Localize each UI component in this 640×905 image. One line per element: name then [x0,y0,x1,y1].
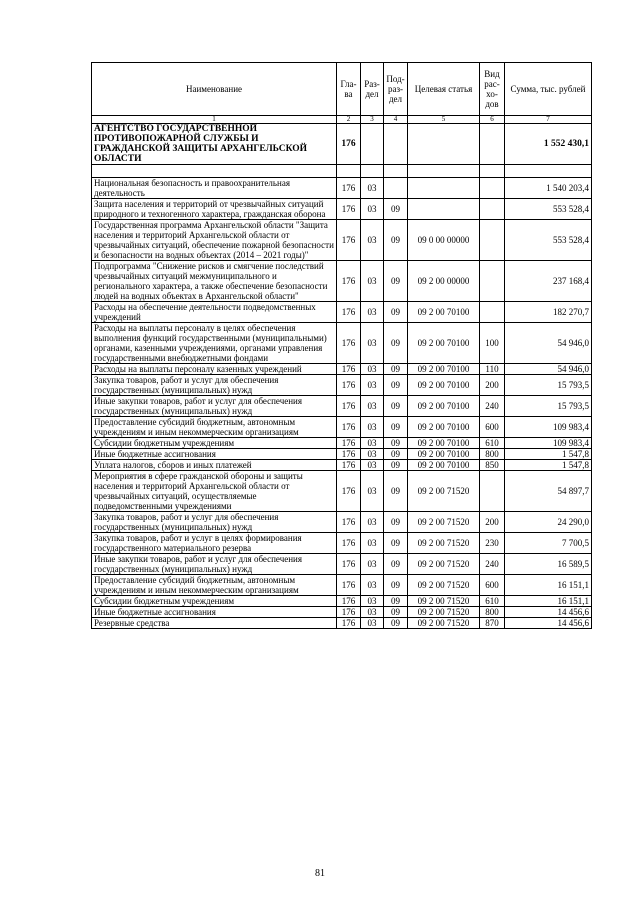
empty-cell [384,165,408,178]
budget-table [91,62,592,629]
row-sum: 553 528,4 [505,220,592,261]
row-target: 09 2 00 70100 [408,364,480,375]
row-target: 09 2 00 71520 [408,554,480,575]
row-chapter: 176 [337,471,361,512]
row-sum: 15 793,5 [505,396,592,417]
row-chapter: 176 [337,375,361,396]
row-target [408,199,480,220]
row-sum: 1 540 203,4 [505,178,592,199]
empty-cell [480,165,505,178]
row-expense-type: 850 [480,460,505,471]
row-section: 03 [361,471,384,512]
table-row [92,607,592,618]
agency-sum: 1 552 430,1 [505,124,592,165]
table-row [92,618,592,629]
row-name: Уплата налогов, сборов и иных платежей [92,460,337,471]
row-name: Национальная безопасность и правоохранительная деятельность [92,178,337,199]
row-name: Субсидии бюджетным учреждениям [92,596,337,607]
empty-cell [408,165,480,178]
row-section: 03 [361,178,384,199]
row-chapter: 176 [337,618,361,629]
row-section: 03 [361,323,384,364]
row-sum: 1 547,8 [505,449,592,460]
table-row [92,417,592,438]
row-chapter: 176 [337,261,361,302]
row-subsection: 09 [384,460,408,471]
row-target: 09 2 00 70100 [408,396,480,417]
table-row [92,261,592,302]
table-row [92,364,592,375]
row-subsection: 09 [384,417,408,438]
blank-row [92,165,592,178]
row-name: Защита населения и территорий от чрезвычайных ситуаций природного и техногенного характера, гражданская оборона [92,199,337,220]
row-name: Расходы на выплаты персоналу казенных учреждений [92,364,337,375]
table-row [92,199,592,220]
agency-chapter: 176 [337,124,361,165]
row-subsection: 09 [384,302,408,323]
header-sum: Сумма, тыс. рублей [505,63,592,116]
row-section: 03 [361,596,384,607]
row-section: 03 [361,533,384,554]
row-subsection: 09 [384,596,408,607]
row-chapter: 176 [337,607,361,618]
row-chapter: 176 [337,438,361,449]
row-section: 03 [361,460,384,471]
table-row [92,375,592,396]
row-name: Государственная программа Архангельской области "Защита населения и территорий Архангельской области от чрезвычайных ситуаций, обеспечение пожарной безопасности и безопасности на водных объектах (2014 – 2021 годы)" [92,220,337,261]
column-number: 7 [505,116,592,124]
row-target: 09 0 00 00000 [408,220,480,261]
row-sum: 182 270,7 [505,302,592,323]
row-target: 09 2 00 70100 [408,375,480,396]
row-target: 09 2 00 00000 [408,261,480,302]
empty-cell [92,165,337,178]
row-target: 09 2 00 71520 [408,618,480,629]
row-subsection: 09 [384,575,408,596]
row-name: Иные закупки товаров, работ и услуг для обеспечения государственных (муниципальных) нужд [92,554,337,575]
row-target: 09 2 00 70100 [408,438,480,449]
row-sum: 553 528,4 [505,199,592,220]
row-sum: 16 151,1 [505,575,592,596]
row-subsection [384,178,408,199]
empty-cell [384,124,408,165]
column-number: 1 [92,116,337,124]
row-expense-type [480,471,505,512]
row-name: Резервные средства [92,618,337,629]
row-section: 03 [361,396,384,417]
row-subsection: 09 [384,618,408,629]
row-section: 03 [361,261,384,302]
row-section: 03 [361,364,384,375]
row-section: 03 [361,417,384,438]
row-chapter: 176 [337,220,361,261]
header-chapter: Гла-ва [337,63,361,116]
row-expense-type: 610 [480,438,505,449]
table-row [92,302,592,323]
column-number: 4 [384,116,408,124]
row-chapter: 176 [337,178,361,199]
row-name: Иные бюджетные ассигнования [92,449,337,460]
row-section: 03 [361,607,384,618]
row-subsection: 09 [384,471,408,512]
row-subsection: 09 [384,364,408,375]
row-expense-type [480,302,505,323]
empty-cell [361,124,384,165]
row-subsection: 09 [384,375,408,396]
row-sum: 15 793,5 [505,375,592,396]
row-name: Мероприятия в сфере гражданской обороны и защиты населения и территорий Архангельской области от чрезвычайных ситуаций, осуществляемые подведомственными учреждениями [92,471,337,512]
row-expense-type: 870 [480,618,505,629]
page-number: 81 [315,868,325,879]
agency-row [92,124,592,165]
row-target: 09 2 00 70100 [408,460,480,471]
row-subsection: 09 [384,449,408,460]
row-name: Закупка товаров, работ и услуг в целях формирования государственного материального резерва [92,533,337,554]
header-name: Наименование [92,63,337,116]
row-chapter: 176 [337,460,361,471]
row-chapter: 176 [337,533,361,554]
row-chapter: 176 [337,575,361,596]
row-section: 03 [361,199,384,220]
row-target: 09 2 00 71520 [408,607,480,618]
column-number: 3 [361,116,384,124]
column-number: 6 [480,116,505,124]
table-row [92,438,592,449]
row-subsection: 09 [384,607,408,618]
empty-cell [361,165,384,178]
row-target: 09 2 00 71520 [408,575,480,596]
row-expense-type: 100 [480,323,505,364]
row-expense-type: 240 [480,396,505,417]
row-chapter: 176 [337,449,361,460]
row-target: 09 2 00 71520 [408,596,480,607]
column-number: 5 [408,116,480,124]
column-number-row [92,116,592,124]
row-target: 09 2 00 71520 [408,512,480,533]
row-name: Субсидии бюджетным учреждениям [92,438,337,449]
row-sum: 16 589,5 [505,554,592,575]
row-section: 03 [361,575,384,596]
row-sum: 54 946,0 [505,364,592,375]
row-expense-type: 800 [480,449,505,460]
row-chapter: 176 [337,302,361,323]
row-sum: 109 983,4 [505,438,592,449]
row-section: 03 [361,554,384,575]
row-expense-type: 610 [480,596,505,607]
column-number: 2 [337,116,361,124]
row-chapter: 176 [337,417,361,438]
row-chapter: 176 [337,596,361,607]
row-subsection: 09 [384,438,408,449]
table-row [92,220,592,261]
row-section: 03 [361,302,384,323]
row-sum: 54 946,0 [505,323,592,364]
row-subsection: 09 [384,261,408,302]
row-section: 03 [361,375,384,396]
row-expense-type [480,178,505,199]
header-section: Раз-дел [361,63,384,116]
row-target: 09 2 00 70100 [408,449,480,460]
row-name: Расходы на обеспечение деятельности подведомственных учреждений [92,302,337,323]
row-name: Закупка товаров, работ и услуг для обеспечения государственных (муниципальных) нужд [92,512,337,533]
row-section: 03 [361,220,384,261]
row-expense-type: 800 [480,607,505,618]
row-expense-type [480,199,505,220]
row-expense-type [480,220,505,261]
table-row [92,554,592,575]
empty-cell [337,165,361,178]
row-expense-type: 600 [480,417,505,438]
header-row [92,63,592,116]
row-expense-type: 200 [480,512,505,533]
row-chapter: 176 [337,364,361,375]
header-expense-type: Вид рас-хо-дов [480,63,505,116]
row-name: Подпрограмма "Снижение рисков и смягчение последствий чрезвычайных ситуаций межмуниципального и регионального характера, а также обеспечение безопасности людей на водных объектах в Архангельской области" [92,261,337,302]
row-chapter: 176 [337,199,361,220]
row-name: Иные закупки товаров, работ и услуг для обеспечения государственных (муниципальных) нужд [92,396,337,417]
table-row [92,460,592,471]
row-section: 03 [361,512,384,533]
row-target: 09 2 00 71520 [408,533,480,554]
row-subsection: 09 [384,199,408,220]
row-chapter: 176 [337,554,361,575]
row-subsection: 09 [384,323,408,364]
row-sum: 14 456,6 [505,618,592,629]
table-row [92,396,592,417]
row-subsection: 09 [384,396,408,417]
row-name: Закупка товаров, работ и услуг для обеспечения государственных (муниципальных) нужд [92,375,337,396]
agency-name: АГЕНТСТВО ГОСУДАРСТВЕННОЙ ПРОТИВОПОЖАРНОЙ СЛУЖБЫ И ГРАЖДАНСКОЙ ЗАЩИТЫ АРХАНГЕЛЬСКОЙ ОБЛАСТИ [92,124,337,165]
row-chapter: 176 [337,396,361,417]
row-name: Предоставление субсидий бюджетным, автономным учреждениям и иным некоммерческим организациям [92,417,337,438]
row-name: Иные бюджетные ассигнования [92,607,337,618]
row-sum: 237 168,4 [505,261,592,302]
empty-cell [505,165,592,178]
row-name: Предоставление субсидий бюджетным, автономным учреждениям и иным некоммерческим организациям [92,575,337,596]
row-target: 09 2 00 70100 [408,323,480,364]
row-target [408,178,480,199]
row-target: 09 2 00 70100 [408,417,480,438]
row-subsection: 09 [384,512,408,533]
row-expense-type: 230 [480,533,505,554]
row-sum: 16 151,1 [505,596,592,607]
row-sum: 14 456,6 [505,607,592,618]
row-expense-type: 600 [480,575,505,596]
row-expense-type [480,261,505,302]
header-subsection: Под-раз-дел [384,63,408,116]
row-chapter: 176 [337,323,361,364]
table-row [92,596,592,607]
table-row [92,575,592,596]
row-subsection: 09 [384,533,408,554]
header-target: Целевая статья [408,63,480,116]
row-section: 03 [361,449,384,460]
table-row [92,533,592,554]
row-expense-type: 110 [480,364,505,375]
row-subsection: 09 [384,554,408,575]
row-name: Расходы на выплаты персоналу в целях обеспечения выполнения функций государственными (муниципальными) органами, казенными учреждениями, органами управления государственными внебюджетными фондами [92,323,337,364]
empty-cell [480,124,505,165]
row-target: 09 2 00 70100 [408,302,480,323]
row-sum: 1 547,8 [505,460,592,471]
row-sum: 24 290,0 [505,512,592,533]
table-row [92,512,592,533]
row-expense-type: 240 [480,554,505,575]
row-sum: 54 897,7 [505,471,592,512]
row-sum: 7 700,5 [505,533,592,554]
table-row [92,449,592,460]
row-target: 09 2 00 71520 [408,471,480,512]
empty-cell [408,124,480,165]
table-row [92,323,592,364]
row-chapter: 176 [337,512,361,533]
row-section: 03 [361,438,384,449]
row-section: 03 [361,618,384,629]
row-expense-type: 200 [480,375,505,396]
row-sum: 109 983,4 [505,417,592,438]
row-subsection: 09 [384,220,408,261]
table-row [92,471,592,512]
table-row [92,178,592,199]
